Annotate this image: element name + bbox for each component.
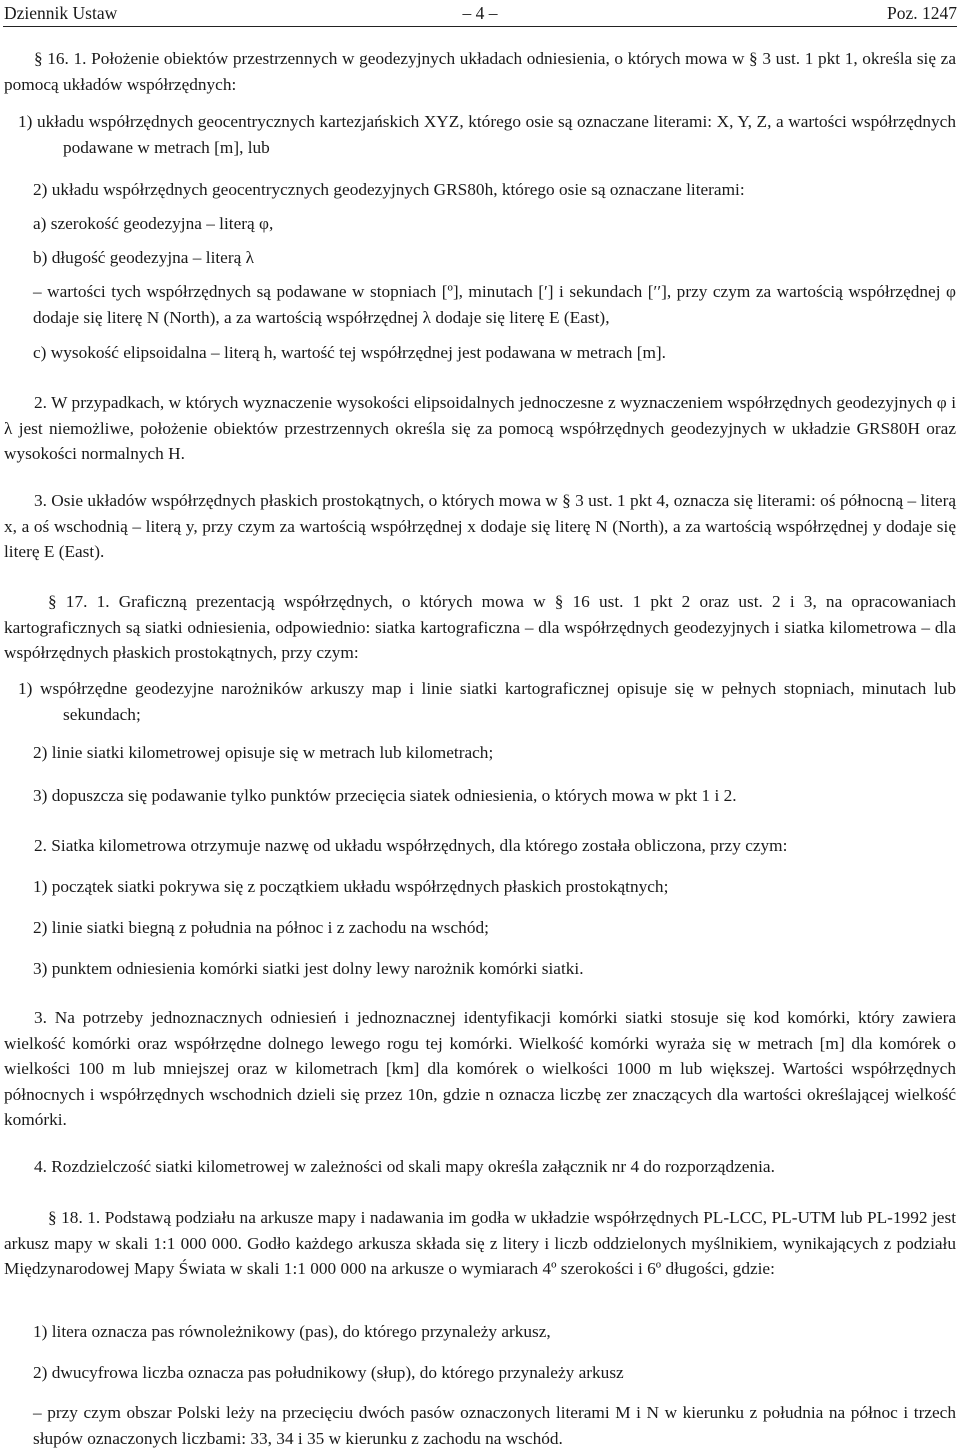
paragraph-18-1: § 18. 1. Podstawą podziału na arkusze mapy i nadawania im godła w układzie współrzędnych PL-LCC, PL-UTM lub PL-1992 jest arkusz mapy w skali 1:1 000 000. Godło każdego arkusza składa się z litery i liczb oddzielonych myślnikiem, wynikających z podziału Międzynarodowej Mapy Świata w skali 1:1 000 000 na arkusze o wymiarach 4º szerokości i 6º długości, gdzie:	[4, 1208, 956, 1278]
list-item-17-2-1: 1) początek siatki pokrywa się z początkiem układu współrzędnych płaskich prostokątnych;	[33, 877, 669, 896]
list-item-2: 2) układu współrzędnych geocentrycznych geodezyjnych GRS80h, którego osie są oznaczane literami:	[33, 180, 745, 199]
paragraph-17-2: 2. Siatka kilometrowa otrzymuje nazwę od układu współrzędnych, dla którego została obliczona, przy czym:	[34, 836, 788, 855]
list-item-17-2-2: 2) linie siatki biegną z południa na północ i z zachodu na wschód;	[33, 918, 489, 937]
header-rule	[3, 26, 957, 27]
list-dash-note-18: – przy czym obszar Polski leży na przecięciu dwóch pasów oznaczonych literami M i N w kierunku z południa na północ i trzech słupów oznaczonych liczbami: 33, 34 i 35 w kierunku z zachodu na wschód.	[33, 1403, 956, 1448]
page-number: – 4 –	[462, 3, 498, 23]
paragraph-17-1: § 17. 1. Graficzną prezentacją współrzędnych, o których mowa w § 16 ust. 1 pkt 2 oraz ust. 2 i 3, na opracowaniach kartograficznych są siatki odniesienia, odpowiednio: siatka kartograficzna – dla współrzędnych geodezyjnych i siatka kilometrowa – dla współrzędnych płaskich prostokątnych, przy czym:	[4, 592, 956, 662]
paragraph-17-4: 4. Rozdzielczość siatki kilometrowej w zależności od skali mapy określa załącznik nr 4 do rozporządzenia.	[34, 1157, 775, 1176]
list-dash-note: – wartości tych współrzędnych są podawane w stopniach [º], minutach [ʹ] i sekundach [ʹʹ], przy czym za wartością współrzędnej φ dodaje się literę N (North), a za wartością współrzędnej λ dodaje się literę E (East),	[33, 282, 956, 327]
paragraph-16-3: 3. Osie układów współrzędnych płaskich prostokątnych, o których mowa w § 3 ust. 1 pkt 4, oznacza się literami: oś północną – literą x, a oś wschodnią – literą y, przy czym za wartością współrzędnej x dodaje się literę N (North), a za wartością współrzędnej y dodaje się literę E (East).	[4, 491, 956, 561]
paragraph-16-1: § 16. 1. Położenie obiektów przestrzennych w geodezyjnych układach odniesienia, o których mowa w § 3 ust. 1 pkt 1, określa się za pomocą układów współrzędnych:	[4, 49, 956, 94]
position-number: Poz. 1247	[887, 3, 957, 23]
list-item-a: a) szerokość geodezyjna – literą φ,	[33, 214, 274, 233]
list-item-17-3: 3) dopuszcza się podawanie tylko punktów przecięcia siatek odniesienia, o których mowa w pkt 1 i 2.	[33, 786, 737, 805]
list-item-18-1: 1) litera oznacza pas równoleżnikowy (pas), do którego przynależy arkusz,	[33, 1322, 551, 1341]
paragraph-16-2: 2. W przypadkach, w których wyznaczenie wysokości elipsoidalnych jednoczesne z wyznaczeniem współrzędnych geodezyjnych φ i λ jest niemożliwe, położenie obiektów przestrzennych określa się za pomocą współrzędnych geodezyjnych w układzie GRS80H oraz wysokości normalnych H.	[4, 393, 956, 463]
list-item-17-1: 1) współrzędne geodezyjne narożników arkuszy map i linie siatki kartograficznej opisuje się w pełnych stopniach, minutach lub sekundach;	[18, 679, 956, 724]
list-item-c: c) wysokość elipsoidalna – literą h, wartość tej współrzędnej jest podawana w metrach [m].	[33, 343, 666, 362]
list-item-17-2: 2) linie siatki kilometrowej opisuje się w metrach lub kilometrach;	[33, 743, 494, 762]
journal-title: Dziennik Ustaw	[4, 3, 118, 23]
page-header	[0, 0, 960, 27]
list-item-1: 1) układu współrzędnych geocentrycznych kartezjańskich XYZ, którego osie są oznaczane literami: X, Y, Z, a wartości współrzędnych podawane w metrach [m], lub	[18, 112, 956, 157]
list-item-b: b) długość geodezyjna – literą λ	[33, 248, 254, 267]
list-item-18-2: 2) dwucyfrowa liczba oznacza pas południkowy (słup), do którego przynależy arkusz	[33, 1363, 624, 1382]
paragraph-17-3: 3. Na potrzeby jednoznacznych odniesień i jednoznacznej identyfikacji komórki siatki stosuje się kod komórki, który zawiera wielkość komórki oraz współrzędne dolnego lewego rogu tej komórki. Wielkość komórki wyraża się w metrach [m] dla komórek o wielkości 100 m lub mniejszej oraz w kilometrach [km] dla komórek o wielkości 1000 m lub większej. Wartości współrzędnych północnych i współrzędnych wschodnich dzieli się przez 10n, gdzie n oznacza liczbę zer znaczących dla wartości określającej wielkość komórki.	[4, 1008, 956, 1129]
list-item-17-2-3: 3) punktem odniesienia komórki siatki jest dolny lewy narożnik komórki siatki.	[33, 959, 584, 978]
